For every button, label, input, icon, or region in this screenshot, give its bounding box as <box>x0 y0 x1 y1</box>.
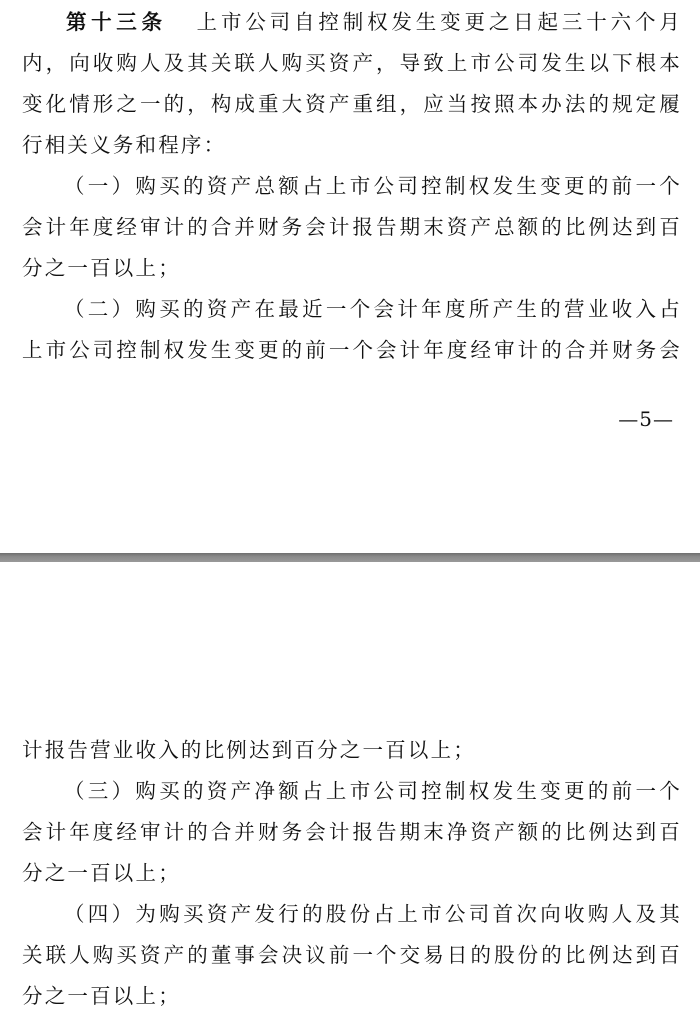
list-item-line: （二）购买的资产在最近一个会计年度所产生的营业收入占 <box>64 297 682 321</box>
list-item-line: （一）购买的资产总额占上市公司控制权发生变更的前一个 <box>64 174 682 198</box>
document-page-lower <box>0 562 700 1026</box>
page-separator <box>0 553 700 562</box>
article-first-line <box>66 2 682 42</box>
paragraph-line: 分之一百以上； <box>22 984 181 1008</box>
list-item-line: （三）购买的资产净额占上市公司控制权发生变更的前一个 <box>64 779 682 803</box>
page-number: —5— <box>618 407 674 431</box>
paragraph-line: 上市公司控制权发生变更的前一个会计年度经审计的合并财务会 <box>22 338 682 362</box>
paragraph-line: 会计年度经审计的合并财务会计报告期末净资产额的比例达到百 <box>22 820 682 844</box>
paragraph-line: 分之一百以上； <box>22 861 181 885</box>
paragraph-line: 内，向收购人及其关联人购买资产，导致上市公司发生以下根本 <box>22 51 682 75</box>
paragraph-line: 分之一百以上； <box>22 256 181 280</box>
paragraph-line: 计报告营业收入的比例达到百分之一百以上； <box>22 738 476 762</box>
paragraph-line: 行相关义务和程序： <box>22 133 227 157</box>
article-first-line-text: 上市公司自控制权发生变更之日起三十六个月 <box>196 10 682 34</box>
paragraph-line: 会计年度经审计的合并财务会计报告期末资产总额的比例达到百 <box>22 215 682 239</box>
paragraph-line: 变化情形之一的，构成重大资产重组，应当按照本办法的规定履 <box>22 92 682 116</box>
article-label: 第十三条 <box>66 10 167 34</box>
paragraph-line: 关联人购买资产的董事会决议前一个交易日的股份的比例达到百 <box>22 943 682 967</box>
list-item-line: （四）为购买资产发行的股份占上市公司首次向收购人及其 <box>64 902 682 926</box>
